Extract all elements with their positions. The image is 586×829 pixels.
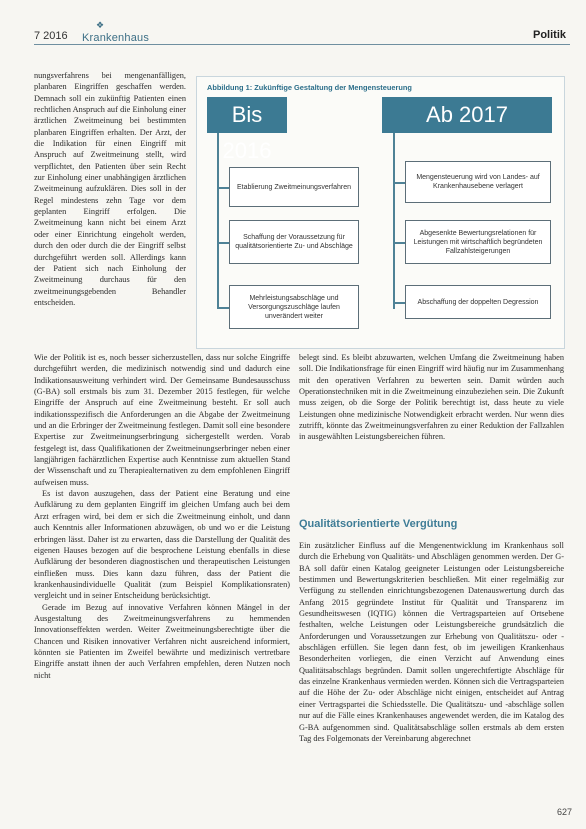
connector-line: [217, 133, 219, 309]
connector-line: [393, 302, 405, 304]
left-column-top: [34, 70, 186, 308]
flow-box-right-3: Abschaffung der doppelten Degression: [405, 285, 551, 319]
connector-line: [217, 187, 229, 189]
paragraph: Wie der Politik ist es, noch besser sicherzustellen, dass nur solche Eingriffe durchgeführt werden, die medizinisch notwendig sind und dadurch eine Indikationsausweitung verhindert wird. Der Gemeinsame Bundesausschuss (G-BA) soll erstmals bis zum 31. Dezember 2015 festlegen, für welche Eingriffe der Anspruch auf eine Zweitmeinung besteht. Er soll auch indikationsspezifisch die Anforderungen an die Abgabe der Zweitmeinung und an die Erbringer der Zweitmeinung festlegen. Damit soll eine besondere Expertise zur Zweitmeinungserbringung sichergestellt werden. Vorab festgelegt ist, dass Qualifikationen der Zweitmeinungserbringer neben einer langjährigen fachärztlichen Expertise auch Kenntnisse zum aktuellen Stand der Wissenschaft und zu Therapiealternativen zu dem empfohlenen Eingriff aufweisen muss.: [34, 353, 290, 487]
connector-line: [393, 242, 405, 244]
paragraph: Es ist davon auszugehen, dass der Patient eine Beratung und eine Aufklärung zu dem geplanten Eingriff im gleichen Umfang auch bei dem Arzt erfragen wird, bei dem er sich die Zweitmeinung einholt, und dann auch Kenntnis aller Informationen abzuwägen, ob und wo er die Leistung erbringen lässt. Daher ist zu erwarten, dass die Darstellung der Qualität des eigenen Hauses bezogen auf die besprochene Leistung ebenfalls in diese Aufklärung der besonderen diagnostischen und therapeutischen Leistungen einfließen muss. Dies kann dazu führen, dass der Patient die krankenhausindividuelle Qualität (zum Beispiel Komplikationsraten) vergleicht und in seiner Entscheidung berücksichtigt.: [34, 489, 290, 601]
left-column-bottom: [34, 352, 290, 681]
logo-name: Krankenhaus: [82, 32, 150, 44]
flow-box-right-1: Mengensteuerung wird von Landes- auf Krankenhausebene verlagert: [405, 161, 551, 203]
connector-line: [217, 307, 229, 309]
connector-line: [393, 133, 395, 309]
flow-box-left-2: Schaffung der Voraussetzung für qualitätsorientierte Zu- und Abschläge: [229, 220, 359, 264]
logo-emblem-icon: ❖: [96, 20, 105, 30]
paragraph: Ein zusätzlicher Einfluss auf die Mengenentwicklung im Krankenhaus soll durch die Erhebung von Qualitäts- und Abschlägen genommen werden. Der G-BA soll dafür einen Katalog geeigneter Leistungen oder Leistungsbereiche bestimmen und Bewertungskriterien beschließen. Mit einer regelmäßig zur Verfügung zu stellenden einrichtungsbezogenen Datenauswertung durch das Anfang 2015 gegründete Institut für Qualität und Transparenz im Gesundheitswesen (IQTIG) können die Vertragsparteien auf Ortsebene festhalten, welche Leistungen oder Leistungsbereiche grundsätzlich die Anforderungen und Voraussetzungen zur Erhebung von Qualitätszu- oder -abschlägen erfüllen. Sie legen dann fest, ob im jeweiligen Krankenhaus Besonderheiten vorliegen, die einen Verzicht auf Anwendung eines Qualitätsabschlags begründen. Damit sollen ungerechtfertigte Abschläge für das einzelne Krankenhaus vermieden werden. Können sich die Vertragsparteien auf die Höhe der Zu- oder Abschläge nicht einigen, entscheidet auf Antrag einer Vertragspartei die Schiedsstelle. Die Qualitätszu- und -abschläge sollen nur auf die Fälle eines Krankenhauses angewendet werden, die im Katalog des G-BA aufgenommen sind. Qualitätsabschläge sollen erstmals ab dem ersten Tag des Folgemonats der Vereinbarung abgerechnet: [299, 541, 564, 743]
section-label: Politik: [532, 29, 566, 41]
page-number: 627: [556, 807, 572, 817]
paragraph: Gerade im Bezug auf innovative Verfahren können Mängel in der Ausgestaltung des Zweitmeinungsverfahrens zu hemmenden Innovationseffekten werden. Weiter Zweitmeinungsberechtigte über die Chancen und Risiken innovativer Verfahren nicht ausreichend informiert, könnten sie Patienten im Zweifel bewährte und medizinisch vertretbare Eingriffe anstatt ihnen der auch Verfahren empfehlen, deren Nutzen noch nicht: [34, 602, 290, 680]
paragraph: nungsverfahrens bei mengenanfälligen, planbaren Eingriffen geschaffen werden. Demnach soll ein zukünftig Patienten einen rechtlichen Anspruch auf die Einholung einer ärztlichen Zweitmeinung bei bestimmten planbaren Eingriffen erhalten. Der Arzt, der die Indikation für einen Eingriff mit Anspruch auf Zweitmeinung stellt, wird verpflichtet, den Patienten über sein Recht zur Einholung einer unabhängigen ärztlichen Zweitmeinung aufzuklären. Dies soll in der Regel mindestens zehn Tage vor dem geplanten Eingriff erfolgen. Die Zweitmeinung kann nicht bei einem Arzt oder einer Einrichtung eingeholt werden, durch den oder durch die der Eingriff selbst durchgeführt werden soll. Allerdings kann der Patient sich nach Einholung der Zweitmeinung durchaus für den zweitmeinungsgebenden Behandler entscheiden.: [34, 71, 186, 307]
connector-line: [393, 182, 405, 184]
figure-future-volume-control: [196, 76, 565, 349]
header-divider: [34, 44, 570, 45]
flow-box-right-2: Abgesenkte Bewertungsrelationen für Leistungen mit wirtschaftlich begründeten Fallzahlsteigerungen: [405, 220, 551, 264]
section-heading: Qualitätsorientierte Vergütung: [299, 518, 458, 530]
publication-logo: [80, 20, 150, 46]
paragraph: belegt sind. Es bleibt abzuwarten, welchen Umfang die Zweitmeinung haben soll. Die Indikationsfrage für einen Eingriff wird häufig nur im Zusammenhang mit den operativen Verfahren zu bewerten sein. Damit würden auch Operationstechniken mit in die Zweitmeinung einzubeziehen sein. Die Zukunft muss zeigen, ob die Sorge der Politik berechtigt ist, dass heute zu viele Leistungen ohne medizinische Notwendigkeit erbracht werden. Nur wenn dies zutrifft, könnte das Zweitmeinungsverfahren zu einer Reduktion der Fallzahlen in ausgewählten Leistungsbereichen führen.: [299, 353, 564, 442]
right-column-top: [299, 352, 564, 443]
right-column-bottom: [299, 540, 564, 744]
era-label-from-2017: Ab 2017: [382, 97, 552, 133]
flow-box-left-1: Etablierung Zweitmeinungsverfahren: [229, 167, 359, 207]
era-label-until-2016: Bis 2016: [207, 97, 287, 133]
issue-number: 7 2016: [34, 30, 68, 42]
connector-line: [217, 242, 229, 244]
flow-box-left-3: Mehrleistungsabschläge und Versorgungszuschläge laufen unverändert weiter: [229, 285, 359, 329]
page-header: [0, 0, 586, 52]
figure-caption: Abbildung 1: Zukünftige Gestaltung der Mengensteuerung: [207, 83, 412, 92]
